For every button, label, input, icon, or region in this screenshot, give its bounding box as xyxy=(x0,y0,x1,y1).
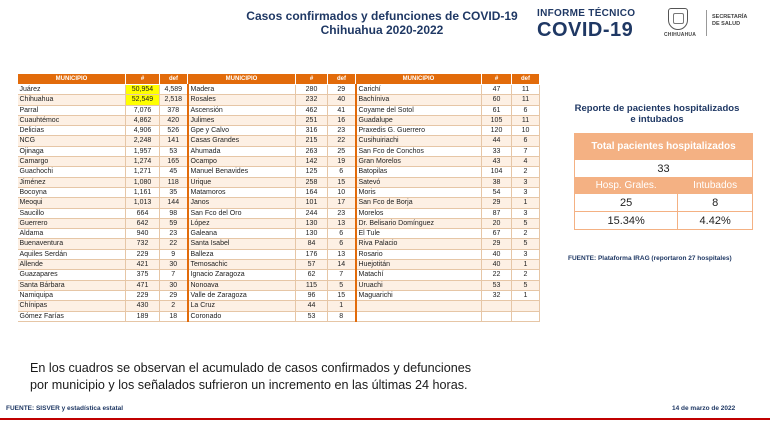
confirmed-cases: 258 xyxy=(296,177,328,187)
municipality-name: Jiménez xyxy=(18,177,126,187)
deaths: 7 xyxy=(328,270,356,280)
brand-line1: INFORME TÉCNICO xyxy=(537,8,636,19)
municipality-name: Guachochi xyxy=(18,167,126,177)
confirmed-cases: 316 xyxy=(296,126,328,136)
deaths: 378 xyxy=(160,105,188,115)
table-row xyxy=(18,126,540,136)
table-row xyxy=(18,115,540,125)
confirmed-cases: 215 xyxy=(296,136,328,146)
table-row xyxy=(18,280,540,290)
municipality-name: Ojinaga xyxy=(18,146,126,156)
confirmed-cases: 29 xyxy=(482,239,512,249)
deaths: 10 xyxy=(512,126,540,136)
deaths: 4,589 xyxy=(160,85,188,95)
confirmed-cases: 54 xyxy=(482,187,512,197)
municipality-name: Guadalupe xyxy=(356,115,482,125)
total-hospitalized-value: 33 xyxy=(575,160,753,178)
general-hosp-pct: 15.34% xyxy=(575,212,678,230)
confirmed-cases: 189 xyxy=(126,311,160,321)
deaths: 9 xyxy=(160,249,188,259)
deaths: 3 xyxy=(512,177,540,187)
column-header: # xyxy=(482,74,512,85)
municipality-name: El Tule xyxy=(356,229,482,239)
municipality-name: Chihuahua xyxy=(18,95,126,105)
municipality-name: Aquiles Serdán xyxy=(18,249,126,259)
table-row xyxy=(18,85,540,95)
municipality-name: Moris xyxy=(356,187,482,197)
municipality-name xyxy=(356,311,482,321)
gov-secretariat-line2: DE SALUD xyxy=(712,21,741,27)
deaths: 11 xyxy=(512,95,540,105)
deaths: 2 xyxy=(160,301,188,311)
confirmed-cases: 101 xyxy=(296,198,328,208)
deaths: 165 xyxy=(160,157,188,167)
municipality-name: Aldama xyxy=(18,229,126,239)
hospital-table xyxy=(574,133,753,230)
municipality-name: Janos xyxy=(188,198,296,208)
municipality-name: Santa Bárbara xyxy=(18,280,126,290)
municipality-name: Matachí xyxy=(356,270,482,280)
municipality-name: Coronado xyxy=(188,311,296,321)
confirmed-cases: 940 xyxy=(126,229,160,239)
municipality-name: Saucillo xyxy=(18,208,126,218)
municipality-name: Allende xyxy=(18,260,126,270)
municipality-name: Meoqui xyxy=(18,198,126,208)
municipality-name: Valle de Zaragoza xyxy=(188,290,296,300)
deaths: 2 xyxy=(512,270,540,280)
deaths: 10 xyxy=(328,187,356,197)
municipality-name: Manuel Benavides xyxy=(188,167,296,177)
gov-secretariat-line1: SECRETARÍA xyxy=(712,14,748,20)
deaths: 144 xyxy=(160,198,188,208)
confirmed-cases xyxy=(482,301,512,311)
report-title-line1: Casos confirmados y defunciones de COVID-19 xyxy=(246,9,518,23)
municipality-name: Praxedis G. Guerrero xyxy=(356,126,482,136)
deaths: 17 xyxy=(328,198,356,208)
deaths xyxy=(512,311,540,321)
deaths: 16 xyxy=(328,115,356,125)
deaths: 30 xyxy=(160,260,188,270)
deaths: 98 xyxy=(160,208,188,218)
municipality-name: Bachíniva xyxy=(356,95,482,105)
footer-source: FUENTE: SISVER y estadística estatal xyxy=(6,405,124,412)
confirmed-cases: 462 xyxy=(296,105,328,115)
confirmed-cases: 115 xyxy=(296,280,328,290)
municipality-name: Carichí xyxy=(356,85,482,95)
confirmed-cases: 52,549 xyxy=(126,95,160,105)
deaths: 5 xyxy=(512,239,540,249)
municipality-name: Santa Isabel xyxy=(188,239,296,249)
summary-paragraph xyxy=(30,360,540,394)
municipality-name: Camargo xyxy=(18,157,126,167)
report-title-line2: Chihuahua 2020-2022 xyxy=(320,23,444,37)
intubated-pct: 4.42% xyxy=(678,212,753,230)
confirmed-cases: 1,161 xyxy=(126,187,160,197)
deaths: 3 xyxy=(512,187,540,197)
confirmed-cases: 1,013 xyxy=(126,198,160,208)
table-row xyxy=(18,239,540,249)
total-hospitalized-label: Total pacientes hospitalizados xyxy=(575,134,753,160)
confirmed-cases: 4,906 xyxy=(126,126,160,136)
deaths: 3 xyxy=(512,208,540,218)
deaths: 40 xyxy=(328,95,356,105)
municipality-name: Dr. Belisario Domínguez xyxy=(356,218,482,228)
confirmed-cases: 32 xyxy=(482,290,512,300)
municipality-name: Rosario xyxy=(356,249,482,259)
deaths: 22 xyxy=(160,239,188,249)
deaths: 2 xyxy=(512,229,540,239)
confirmed-cases: 280 xyxy=(296,85,328,95)
municipality-name: Galeana xyxy=(188,229,296,239)
municipality-name: Huejotitán xyxy=(356,260,482,270)
column-header: def xyxy=(512,74,540,85)
deaths xyxy=(512,301,540,311)
municipality-name: Batopilas xyxy=(356,167,482,177)
confirmed-cases: 29 xyxy=(482,198,512,208)
shield-icon xyxy=(668,8,688,30)
confirmed-cases: 105 xyxy=(482,115,512,125)
deaths: 1 xyxy=(512,198,540,208)
confirmed-cases: 232 xyxy=(296,95,328,105)
confirmed-cases: 87 xyxy=(482,208,512,218)
confirmed-cases: 38 xyxy=(482,177,512,187)
deaths: 3 xyxy=(512,249,540,259)
municipality-name: Ocampo xyxy=(188,157,296,167)
deaths: 35 xyxy=(160,187,188,197)
confirmed-cases: 4,862 xyxy=(126,115,160,125)
column-header: def xyxy=(328,74,356,85)
deaths: 1 xyxy=(512,290,540,300)
gov-name: CHIHUAHUA xyxy=(663,32,697,38)
confirmed-cases: 53 xyxy=(296,311,328,321)
confirmed-cases: 164 xyxy=(296,187,328,197)
municipality-name: Rosales xyxy=(188,95,296,105)
table-row xyxy=(18,146,540,156)
municipality-name: Cuauhtémoc xyxy=(18,115,126,125)
deaths: 45 xyxy=(160,167,188,177)
confirmed-cases: 263 xyxy=(296,146,328,156)
confirmed-cases: 430 xyxy=(126,301,160,311)
hospital-source: FUENTE: Plataforma IRAG (reportaron 27 hospitales) xyxy=(568,255,732,262)
municipality-name: San Fco de Conchos xyxy=(356,146,482,156)
confirmed-cases: 1,080 xyxy=(126,177,160,187)
municipality-name: Gpe y Calvo xyxy=(188,126,296,136)
confirmed-cases: 43 xyxy=(482,157,512,167)
table-row xyxy=(18,167,540,177)
confirmed-cases: 62 xyxy=(296,270,328,280)
deaths: 1 xyxy=(512,260,540,270)
confirmed-cases: 104 xyxy=(482,167,512,177)
deaths: 59 xyxy=(160,218,188,228)
confirmed-cases: 1,274 xyxy=(126,157,160,167)
municipality-name: Julimes xyxy=(188,115,296,125)
confirmed-cases: 96 xyxy=(296,290,328,300)
column-header: def xyxy=(160,74,188,85)
municipality-name: Casas Grandes xyxy=(188,136,296,146)
confirmed-cases: 44 xyxy=(482,136,512,146)
column-header: MUNICIPIO xyxy=(18,74,126,85)
deaths: 5 xyxy=(512,218,540,228)
municipality-name: Cusihuiriachi xyxy=(356,136,482,146)
deaths: 18 xyxy=(160,311,188,321)
deaths: 11 xyxy=(512,115,540,125)
deaths: 13 xyxy=(328,218,356,228)
confirmed-cases: 67 xyxy=(482,229,512,239)
table-row xyxy=(18,157,540,167)
deaths: 6 xyxy=(328,167,356,177)
deaths: 2 xyxy=(512,167,540,177)
municipality-name: Satevó xyxy=(356,177,482,187)
confirmed-cases: 642 xyxy=(126,218,160,228)
gov-secretariat xyxy=(712,14,747,28)
deaths: 29 xyxy=(160,290,188,300)
general-hosp-value: 25 xyxy=(575,194,678,212)
confirmed-cases: 229 xyxy=(126,249,160,259)
deaths: 14 xyxy=(328,260,356,270)
confirmed-cases: 20 xyxy=(482,218,512,228)
confirmed-cases: 50,954 xyxy=(126,85,160,95)
confirmed-cases: 130 xyxy=(296,218,328,228)
government-logo xyxy=(660,6,760,42)
municipality-name: Guazapares xyxy=(18,270,126,280)
confirmed-cases: 732 xyxy=(126,239,160,249)
logo-divider xyxy=(706,10,707,36)
general-hosp-label: Hosp. Grales. xyxy=(575,178,678,194)
confirmed-cases: 176 xyxy=(296,249,328,259)
summary-line2: por municipio y los señalados sufrieron un incremento en las últimas 24 horas. xyxy=(30,378,468,392)
confirmed-cases: 375 xyxy=(126,270,160,280)
deaths: 5 xyxy=(512,280,540,290)
deaths: 41 xyxy=(328,105,356,115)
table-body xyxy=(18,85,540,322)
deaths: 6 xyxy=(328,229,356,239)
confirmed-cases: 244 xyxy=(296,208,328,218)
municipality-name: NCG xyxy=(18,136,126,146)
table-row xyxy=(18,311,540,321)
confirmed-cases: 60 xyxy=(482,95,512,105)
municipality-name: Uruachi xyxy=(356,280,482,290)
confirmed-cases: 142 xyxy=(296,157,328,167)
municipality-name: Buenaventura xyxy=(18,239,126,249)
footer-date: 14 de marzo de 2022 xyxy=(672,405,736,412)
confirmed-cases: 40 xyxy=(482,249,512,259)
table-row xyxy=(18,198,540,208)
table-row xyxy=(18,260,540,270)
municipality-name: Chínipas xyxy=(18,301,126,311)
confirmed-cases: 40 xyxy=(482,260,512,270)
table-row xyxy=(18,218,540,228)
table-row xyxy=(18,177,540,187)
confirmed-cases: 120 xyxy=(482,126,512,136)
table-row xyxy=(18,105,540,115)
hospital-report-title-line2: e intubados xyxy=(630,114,684,125)
deaths: 7 xyxy=(160,270,188,280)
table-row xyxy=(18,187,540,197)
deaths: 53 xyxy=(160,146,188,156)
column-header: MUNICIPIO xyxy=(356,74,482,85)
deaths: 23 xyxy=(328,208,356,218)
brand-logo xyxy=(537,8,647,40)
confirmed-cases: 1,271 xyxy=(126,167,160,177)
municipality-name: San Fco de Borja xyxy=(356,198,482,208)
municipality-name: López xyxy=(188,218,296,228)
confirmed-cases: 53 xyxy=(482,280,512,290)
column-header: # xyxy=(296,74,328,85)
deaths: 8 xyxy=(328,311,356,321)
summary-line1: En los cuadros se observan el acumulado de casos confirmados y defunciones xyxy=(30,361,472,375)
municipality-name: Urique xyxy=(188,177,296,187)
table-row xyxy=(18,270,540,280)
confirmed-cases xyxy=(482,311,512,321)
municipality-name: La Cruz xyxy=(188,301,296,311)
deaths: 2,518 xyxy=(160,95,188,105)
footer-divider xyxy=(0,418,770,420)
municipality-name: Morelos xyxy=(356,208,482,218)
municipality-name: Bocoyna xyxy=(18,187,126,197)
municipality-name: Coyame del Sotol xyxy=(356,105,482,115)
confirmed-cases: 47 xyxy=(482,85,512,95)
intubated-label: Intubados xyxy=(678,178,753,194)
deaths: 15 xyxy=(328,290,356,300)
intubated-value: 8 xyxy=(678,194,753,212)
municipality-name: San Fco del Oro xyxy=(188,208,296,218)
deaths: 13 xyxy=(328,249,356,259)
municipality-table xyxy=(17,73,539,322)
column-header: # xyxy=(126,74,160,85)
table-row xyxy=(18,136,540,146)
confirmed-cases: 421 xyxy=(126,260,160,270)
municipality-name: Riva Palacio xyxy=(356,239,482,249)
confirmed-cases: 57 xyxy=(296,260,328,270)
deaths: 420 xyxy=(160,115,188,125)
deaths: 23 xyxy=(160,229,188,239)
municipality-name: Maguarichi xyxy=(356,290,482,300)
deaths: 141 xyxy=(160,136,188,146)
municipality-name: Nonoava xyxy=(188,280,296,290)
confirmed-cases: 229 xyxy=(126,290,160,300)
deaths: 30 xyxy=(160,280,188,290)
deaths: 1 xyxy=(328,301,356,311)
deaths: 7 xyxy=(512,146,540,156)
confirmed-cases: 125 xyxy=(296,167,328,177)
municipality-name: Gómez Farías xyxy=(18,311,126,321)
deaths: 29 xyxy=(328,85,356,95)
municipality-name: Balleza xyxy=(188,249,296,259)
confirmed-cases: 61 xyxy=(482,105,512,115)
deaths: 526 xyxy=(160,126,188,136)
deaths: 25 xyxy=(328,146,356,156)
deaths: 19 xyxy=(328,157,356,167)
municipality-name: Ascensión xyxy=(188,105,296,115)
table-row xyxy=(18,249,540,259)
municipality-name: Matamoros xyxy=(188,187,296,197)
column-header: MUNICIPIO xyxy=(188,74,296,85)
municipality-name xyxy=(356,301,482,311)
municipality-name: Guerrero xyxy=(18,218,126,228)
deaths: 118 xyxy=(160,177,188,187)
municipality-name: Namiquipa xyxy=(18,290,126,300)
deaths: 6 xyxy=(512,136,540,146)
deaths: 6 xyxy=(328,239,356,249)
table-row xyxy=(18,290,540,300)
report-title xyxy=(232,9,532,37)
confirmed-cases: 130 xyxy=(296,229,328,239)
municipality-name: Madera xyxy=(188,85,296,95)
hospital-report-title-line1: Reporte de pacientes hospitalizados xyxy=(574,103,740,114)
municipality-name: Gran Morelos xyxy=(356,157,482,167)
municipality-name: Parral xyxy=(18,105,126,115)
confirmed-cases: 22 xyxy=(482,270,512,280)
deaths: 23 xyxy=(328,126,356,136)
deaths: 6 xyxy=(512,105,540,115)
deaths: 22 xyxy=(328,136,356,146)
deaths: 5 xyxy=(328,280,356,290)
table-row xyxy=(18,301,540,311)
municipality-name: Ignacio Zaragoza xyxy=(188,270,296,280)
deaths: 11 xyxy=(512,85,540,95)
table-row xyxy=(18,208,540,218)
table-row xyxy=(18,95,540,105)
municipality-name: Delicias xyxy=(18,126,126,136)
brand-line2: COVID-19 xyxy=(537,19,634,41)
confirmed-cases: 251 xyxy=(296,115,328,125)
confirmed-cases: 84 xyxy=(296,239,328,249)
municipality-name: Temosachic xyxy=(188,260,296,270)
hospital-report-title xyxy=(562,103,752,125)
municipality-name: Juárez xyxy=(18,85,126,95)
confirmed-cases: 2,248 xyxy=(126,136,160,146)
confirmed-cases: 664 xyxy=(126,208,160,218)
confirmed-cases: 33 xyxy=(482,146,512,156)
confirmed-cases: 1,957 xyxy=(126,146,160,156)
confirmed-cases: 44 xyxy=(296,301,328,311)
table-header-row xyxy=(18,74,540,85)
confirmed-cases: 471 xyxy=(126,280,160,290)
deaths: 15 xyxy=(328,177,356,187)
table-row xyxy=(18,229,540,239)
confirmed-cases: 7,076 xyxy=(126,105,160,115)
municipality-name: Ahumada xyxy=(188,146,296,156)
deaths: 4 xyxy=(512,157,540,167)
